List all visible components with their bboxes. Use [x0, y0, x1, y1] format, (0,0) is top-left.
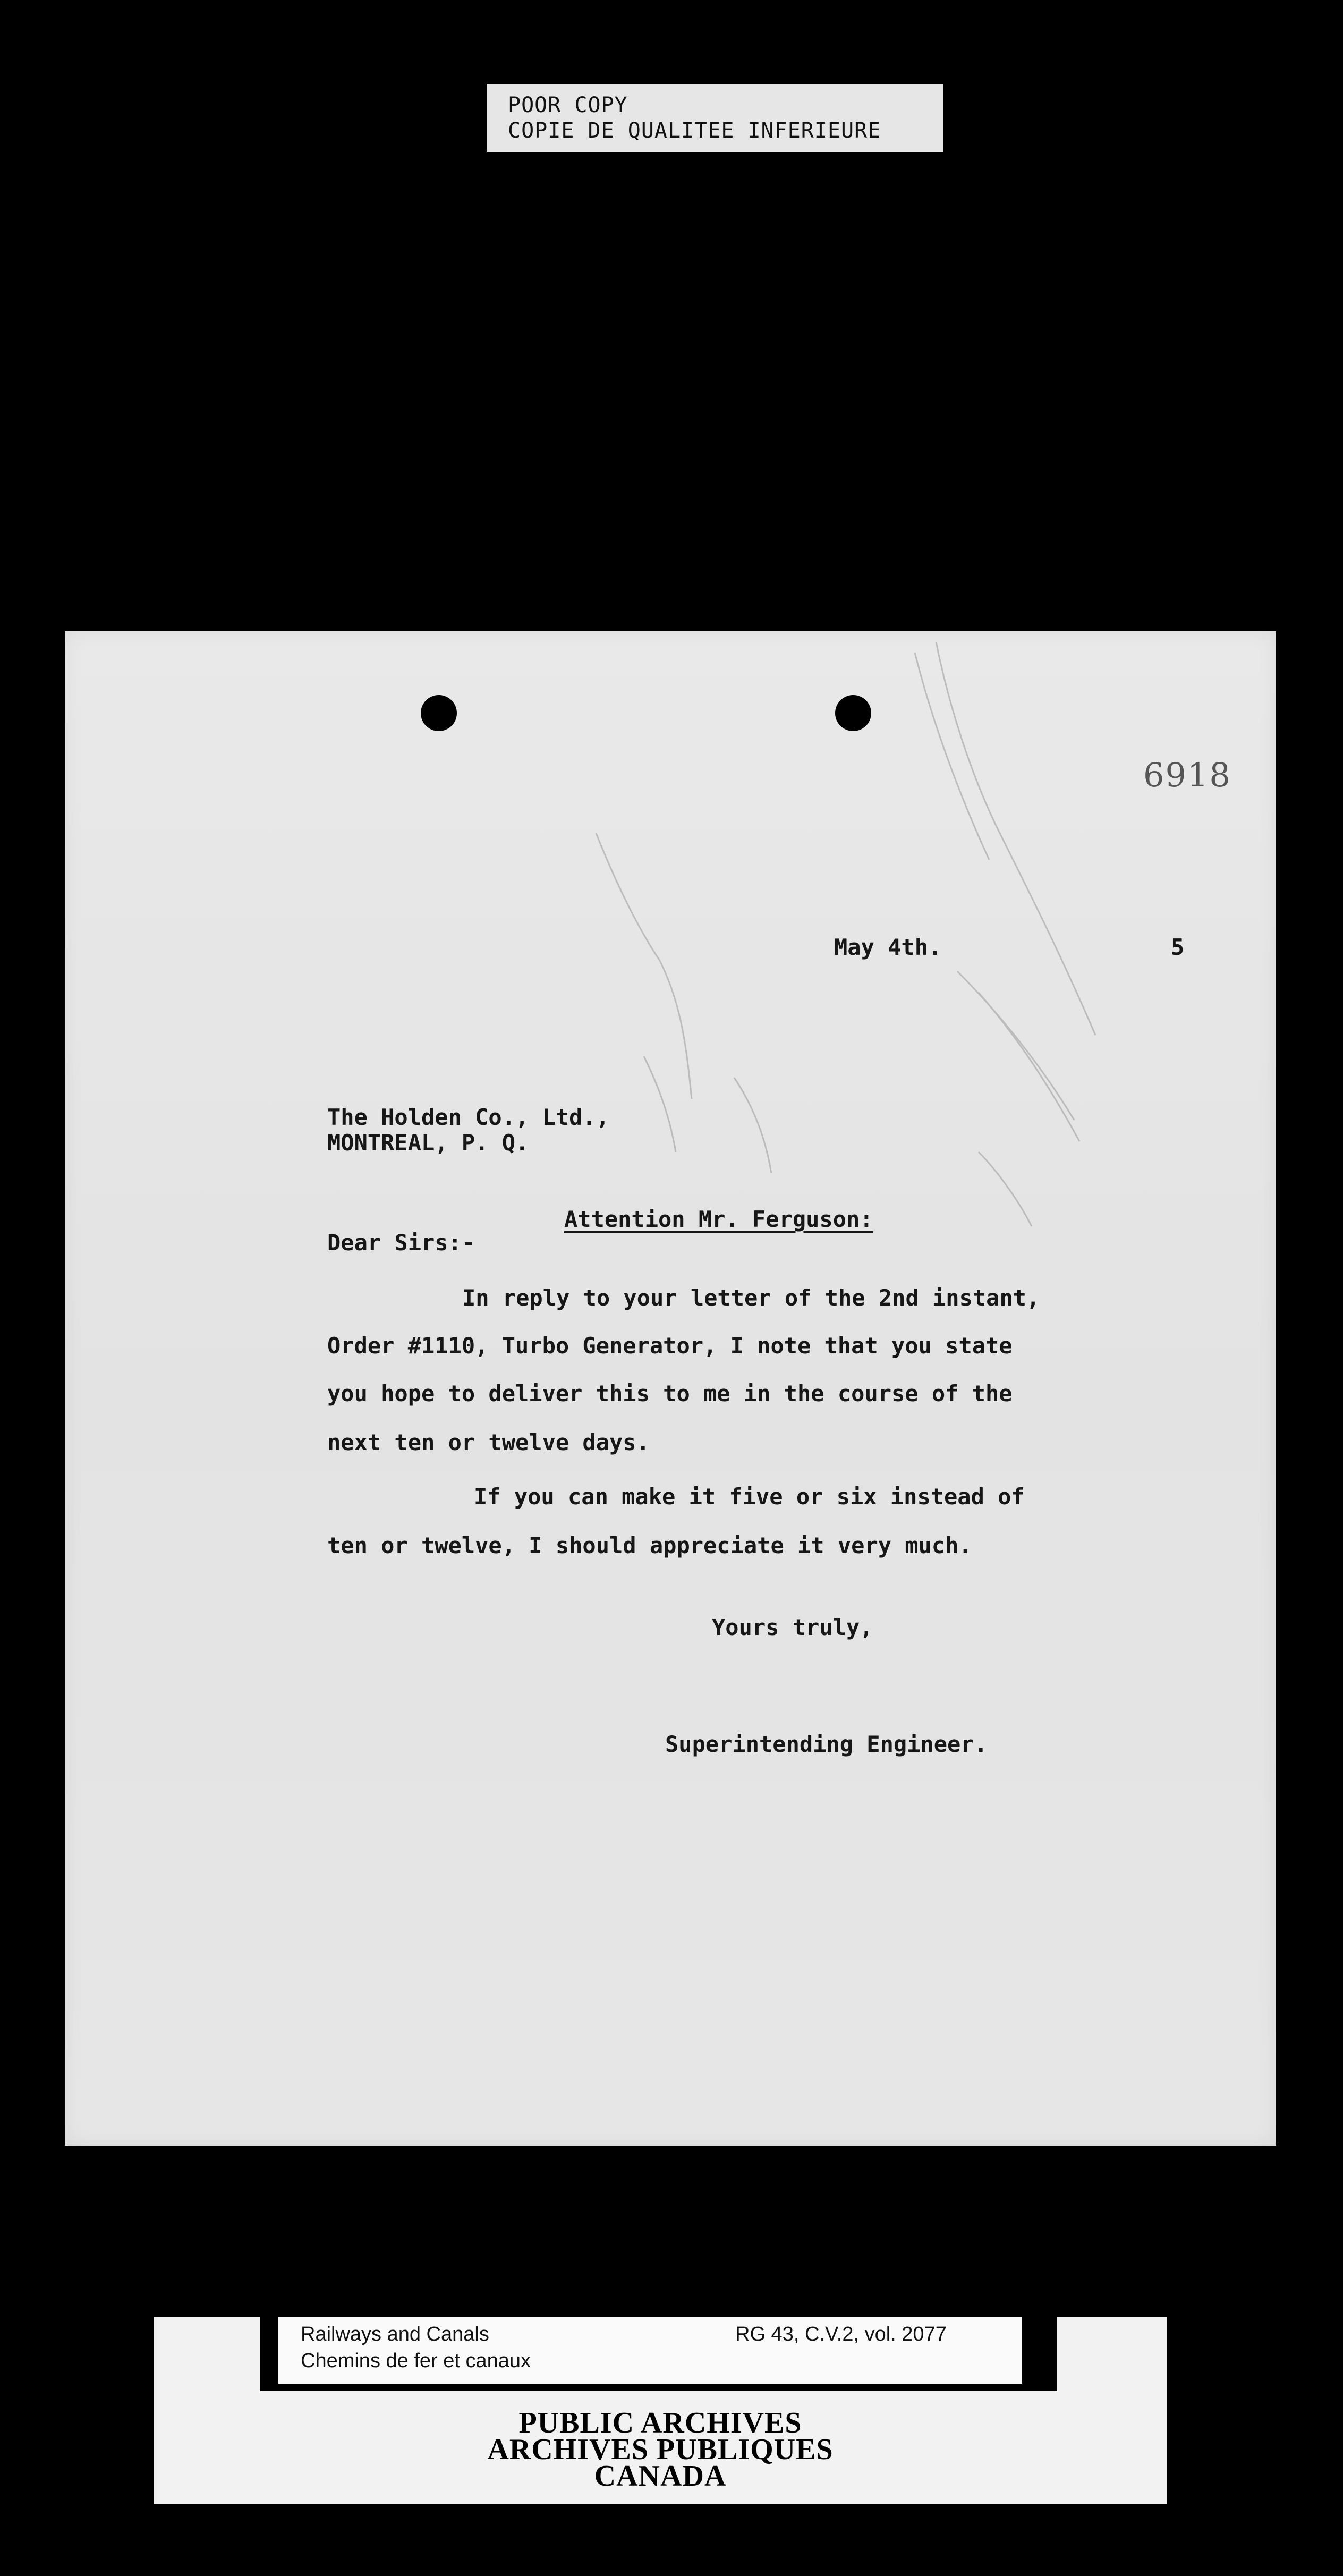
handwritten-document-number: 6918 — [1143, 756, 1231, 794]
body-line: next ten or twelve days. — [327, 1429, 650, 1455]
archive-reference-tab — [260, 2317, 1057, 2391]
signature-title: Superintending Engineer. — [665, 1731, 988, 1757]
poor-copy-label — [487, 84, 944, 152]
letter-date: May 4th. — [834, 934, 942, 960]
archive-title-english: PUBLIC ARCHIVES — [518, 2406, 802, 2439]
archive-country: CANADA — [594, 2460, 727, 2493]
body-line: ten or twelve, I should appreciate it very much. — [327, 1532, 972, 1558]
closing: Yours truly, — [712, 1614, 873, 1640]
department-english: Railways and Canals — [301, 2323, 489, 2345]
archive-reference-number: RG 43, C.V.2, vol. 2077 — [735, 2323, 947, 2345]
body-line: In reply to your letter of the 2nd instant, — [462, 1285, 1040, 1311]
department-french: Chemins de fer et canaux — [301, 2350, 531, 2372]
body-line: If you can make it five or six instead of — [474, 1484, 1025, 1510]
attention-line: Attention Mr. Ferguson: — [564, 1206, 873, 1232]
salutation: Dear Sirs:- — [327, 1230, 475, 1256]
punch-hole-left — [421, 695, 457, 731]
recipient-address-line2: MONTREAL, P. Q. — [327, 1130, 529, 1156]
quality-label-line2: COPIE DE QUALITEE INFERIEURE — [508, 118, 881, 143]
archive-plate — [154, 2317, 1167, 2504]
page-mark: 5 — [1171, 934, 1185, 960]
quality-label-line1: POOR COPY — [508, 93, 628, 117]
recipient-address-line1: The Holden Co., Ltd., — [327, 1104, 610, 1130]
letter-sheet — [65, 631, 1276, 2146]
body-line: you hope to deliver this to me in the course of the — [327, 1380, 1013, 1406]
punch-hole-right — [835, 695, 871, 731]
archive-title-french: ARCHIVES PUBLIQUES — [487, 2433, 834, 2466]
archive-reference-box — [278, 2317, 1022, 2384]
body-line: Order #1110, Turbo Generator, I note that you state — [327, 1333, 1013, 1359]
